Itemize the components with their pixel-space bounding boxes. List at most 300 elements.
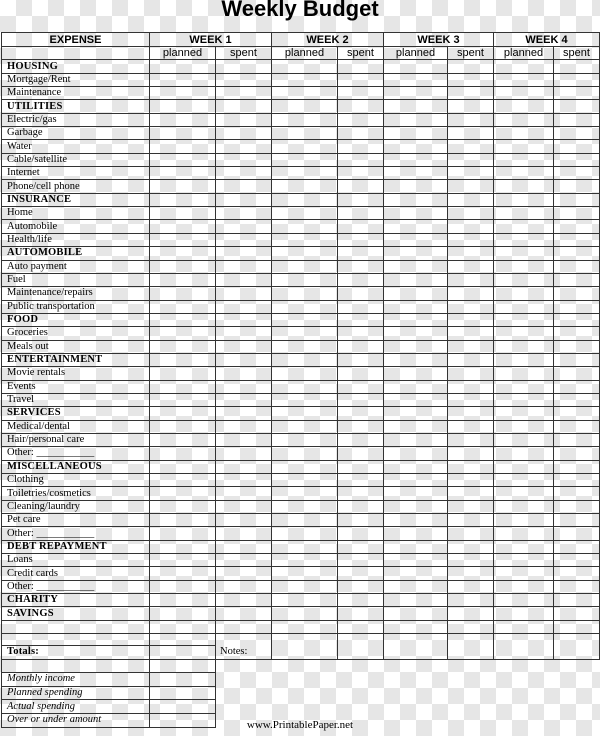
planned-cell[interactable] [494,340,554,353]
spent-cell[interactable] [216,580,272,593]
spent-cell[interactable] [338,367,384,380]
spent-cell[interactable] [448,153,494,166]
planned-cell[interactable] [272,100,338,113]
spent-cell[interactable] [554,247,600,260]
spent-cell[interactable] [554,260,600,273]
planned-cell[interactable] [384,527,448,540]
planned-cell[interactable] [272,594,338,607]
planned-cell[interactable] [384,433,448,446]
planned-cell[interactable] [384,113,448,126]
planned-cell[interactable] [494,607,554,620]
planned-cell[interactable] [272,60,338,73]
spent-cell[interactable] [338,180,384,193]
planned-cell[interactable] [494,527,554,540]
spent-cell[interactable] [216,447,272,460]
spent-cell[interactable] [216,180,272,193]
spent-cell[interactable] [338,327,384,340]
planned-cell[interactable] [384,220,448,233]
spent-cell[interactable] [338,260,384,273]
spent-cell[interactable] [448,554,494,567]
planned-cell[interactable] [272,193,338,206]
planned-cell[interactable] [272,73,338,86]
planned-cell[interactable] [494,580,554,593]
planned-cell[interactable] [272,233,338,246]
planned-cell[interactable] [384,540,448,553]
spent-cell[interactable] [448,220,494,233]
spent-cell[interactable] [554,60,600,73]
spent-cell[interactable] [216,420,272,433]
spent-cell[interactable] [554,594,600,607]
spent-cell[interactable] [554,100,600,113]
planned-cell[interactable] [494,140,554,153]
planned-cell[interactable] [150,474,216,487]
spent-cell[interactable] [448,113,494,126]
planned-cell[interactable] [150,420,216,433]
planned-cell[interactable] [494,447,554,460]
spent-cell[interactable] [216,73,272,86]
planned-cell[interactable] [150,380,216,393]
spent-cell[interactable] [216,474,272,487]
summary-value-cell[interactable] [150,700,216,714]
spent-cell[interactable] [338,487,384,500]
planned-cell[interactable] [150,287,216,300]
spent-cell[interactable] [448,73,494,86]
planned-cell[interactable] [384,327,448,340]
spent-cell[interactable] [338,300,384,313]
planned-cell[interactable] [384,607,448,620]
planned-cell[interactable] [494,420,554,433]
spent-cell[interactable] [448,60,494,73]
spacer-cell[interactable] [384,620,448,633]
planned-cell[interactable] [384,500,448,513]
spent-cell[interactable] [554,113,600,126]
spent-cell[interactable] [216,167,272,180]
spent-cell[interactable] [554,487,600,500]
spacer-cell[interactable] [554,620,600,633]
spent-cell[interactable] [448,300,494,313]
spent-cell[interactable] [216,233,272,246]
planned-cell[interactable] [272,433,338,446]
spent-cell[interactable] [448,380,494,393]
planned-cell[interactable] [150,500,216,513]
spent-cell[interactable] [338,500,384,513]
planned-cell[interactable] [272,220,338,233]
planned-cell[interactable] [150,313,216,326]
spent-cell[interactable] [554,433,600,446]
planned-cell[interactable] [494,207,554,220]
spent-cell[interactable] [338,313,384,326]
spent-cell[interactable] [216,407,272,420]
spent-cell[interactable] [554,460,600,473]
planned-cell[interactable] [384,233,448,246]
spent-cell[interactable] [338,193,384,206]
spent-cell[interactable] [448,313,494,326]
planned-cell[interactable] [384,87,448,100]
planned-cell[interactable] [494,514,554,527]
spacer-cell[interactable] [216,620,272,633]
spent-cell[interactable] [448,594,494,607]
planned-cell[interactable] [150,220,216,233]
spent-cell[interactable] [338,580,384,593]
planned-cell[interactable] [494,100,554,113]
planned-cell[interactable] [272,140,338,153]
spent-cell[interactable] [216,554,272,567]
planned-cell[interactable] [494,60,554,73]
planned-cell[interactable] [272,380,338,393]
spent-cell[interactable] [338,340,384,353]
planned-cell[interactable] [384,460,448,473]
planned-cell[interactable] [384,287,448,300]
notes-area[interactable] [216,646,600,728]
planned-cell[interactable] [384,353,448,366]
planned-cell[interactable] [272,287,338,300]
planned-cell[interactable] [150,353,216,366]
planned-cell[interactable] [494,287,554,300]
spacer-cell[interactable] [338,620,384,633]
spent-cell[interactable] [448,127,494,140]
planned-cell[interactable] [384,474,448,487]
spent-cell[interactable] [448,433,494,446]
spent-cell[interactable] [338,233,384,246]
spent-cell[interactable] [216,327,272,340]
spent-cell[interactable] [448,420,494,433]
spent-cell[interactable] [216,247,272,260]
planned-cell[interactable] [272,327,338,340]
spent-cell[interactable] [448,487,494,500]
summary-value-cell[interactable] [150,673,216,687]
planned-cell[interactable] [384,313,448,326]
planned-cell[interactable] [494,393,554,406]
spent-cell[interactable] [338,87,384,100]
planned-cell[interactable] [272,247,338,260]
planned-cell[interactable] [272,207,338,220]
spent-cell[interactable] [216,433,272,446]
planned-cell[interactable] [384,407,448,420]
spent-cell[interactable] [216,460,272,473]
planned-cell[interactable] [150,193,216,206]
spent-cell[interactable] [448,87,494,100]
planned-cell[interactable] [384,380,448,393]
spent-cell[interactable] [216,313,272,326]
spent-cell[interactable] [338,140,384,153]
planned-cell[interactable] [384,100,448,113]
spent-cell[interactable] [448,580,494,593]
planned-cell[interactable] [272,313,338,326]
summary-value-cell[interactable] [150,686,216,700]
spent-cell[interactable] [338,380,384,393]
spent-cell[interactable] [338,207,384,220]
planned-cell[interactable] [150,607,216,620]
spacer-cell[interactable] [448,620,494,633]
spent-cell[interactable] [338,247,384,260]
spent-cell[interactable] [554,207,600,220]
planned-cell[interactable] [150,407,216,420]
planned-cell[interactable] [384,127,448,140]
planned-cell[interactable] [272,87,338,100]
planned-cell[interactable] [272,527,338,540]
spent-cell[interactable] [448,460,494,473]
spent-cell[interactable] [448,140,494,153]
planned-cell[interactable] [272,127,338,140]
spent-cell[interactable] [554,607,600,620]
spent-cell[interactable] [554,313,600,326]
spent-cell[interactable] [338,460,384,473]
spent-cell[interactable] [448,260,494,273]
spent-cell[interactable] [338,540,384,553]
summary-value-cell[interactable] [150,646,216,660]
planned-cell[interactable] [272,367,338,380]
spent-cell[interactable] [338,60,384,73]
spent-cell[interactable] [554,447,600,460]
planned-cell[interactable] [150,567,216,580]
planned-cell[interactable] [272,460,338,473]
spent-cell[interactable] [554,527,600,540]
planned-cell[interactable] [384,594,448,607]
spent-cell[interactable] [338,167,384,180]
spent-cell[interactable] [338,73,384,86]
planned-cell[interactable] [494,127,554,140]
planned-cell[interactable] [272,420,338,433]
planned-cell[interactable] [272,273,338,286]
spent-cell[interactable] [554,580,600,593]
spent-cell[interactable] [216,367,272,380]
planned-cell[interactable] [384,73,448,86]
spent-cell[interactable] [216,300,272,313]
spent-cell[interactable] [338,220,384,233]
planned-cell[interactable] [150,527,216,540]
spent-cell[interactable] [448,407,494,420]
planned-cell[interactable] [150,100,216,113]
spent-cell[interactable] [448,353,494,366]
spent-cell[interactable] [216,100,272,113]
spent-cell[interactable] [216,594,272,607]
spent-cell[interactable] [216,287,272,300]
spent-cell[interactable] [216,527,272,540]
planned-cell[interactable] [494,500,554,513]
planned-cell[interactable] [272,474,338,487]
spent-cell[interactable] [554,393,600,406]
spent-cell[interactable] [554,474,600,487]
spent-cell[interactable] [216,87,272,100]
spent-cell[interactable] [554,407,600,420]
planned-cell[interactable] [272,554,338,567]
planned-cell[interactable] [494,273,554,286]
planned-cell[interactable] [150,393,216,406]
spent-cell[interactable] [554,300,600,313]
planned-cell[interactable] [494,380,554,393]
spent-cell[interactable] [216,380,272,393]
planned-cell[interactable] [494,407,554,420]
spent-cell[interactable] [216,500,272,513]
planned-cell[interactable] [150,153,216,166]
spent-cell[interactable] [554,153,600,166]
planned-cell[interactable] [494,540,554,553]
spent-cell[interactable] [338,113,384,126]
spent-cell[interactable] [216,153,272,166]
planned-cell[interactable] [384,447,448,460]
planned-cell[interactable] [150,60,216,73]
planned-cell[interactable] [384,367,448,380]
spent-cell[interactable] [338,514,384,527]
planned-cell[interactable] [494,353,554,366]
spent-cell[interactable] [216,207,272,220]
spent-cell[interactable] [554,540,600,553]
planned-cell[interactable] [384,140,448,153]
spent-cell[interactable] [338,527,384,540]
spent-cell[interactable] [448,233,494,246]
planned-cell[interactable] [494,433,554,446]
planned-cell[interactable] [494,594,554,607]
planned-cell[interactable] [272,447,338,460]
spent-cell[interactable] [448,193,494,206]
spent-cell[interactable] [554,273,600,286]
spent-cell[interactable] [338,153,384,166]
planned-cell[interactable] [384,180,448,193]
spent-cell[interactable] [338,594,384,607]
planned-cell[interactable] [272,167,338,180]
planned-cell[interactable] [384,300,448,313]
planned-cell[interactable] [150,594,216,607]
spent-cell[interactable] [554,340,600,353]
spent-cell[interactable] [448,527,494,540]
planned-cell[interactable] [384,487,448,500]
spent-cell[interactable] [448,500,494,513]
spent-cell[interactable] [448,167,494,180]
spent-cell[interactable] [216,487,272,500]
spacer-cell[interactable] [272,620,338,633]
planned-cell[interactable] [150,340,216,353]
planned-cell[interactable] [384,167,448,180]
spent-cell[interactable] [338,420,384,433]
planned-cell[interactable] [272,500,338,513]
planned-cell[interactable] [150,554,216,567]
planned-cell[interactable] [384,207,448,220]
spent-cell[interactable] [554,87,600,100]
planned-cell[interactable] [494,327,554,340]
spent-cell[interactable] [216,260,272,273]
planned-cell[interactable] [494,260,554,273]
planned-cell[interactable] [272,353,338,366]
spent-cell[interactable] [216,273,272,286]
planned-cell[interactable] [384,193,448,206]
planned-cell[interactable] [384,567,448,580]
spent-cell[interactable] [554,554,600,567]
planned-cell[interactable] [150,73,216,86]
planned-cell[interactable] [384,580,448,593]
planned-cell[interactable] [494,73,554,86]
spent-cell[interactable] [338,100,384,113]
spent-cell[interactable] [338,127,384,140]
spent-cell[interactable] [448,327,494,340]
spent-cell[interactable] [448,340,494,353]
spent-cell[interactable] [338,447,384,460]
planned-cell[interactable] [494,460,554,473]
spent-cell[interactable] [216,340,272,353]
planned-cell[interactable] [272,113,338,126]
spent-cell[interactable] [448,607,494,620]
planned-cell[interactable] [384,420,448,433]
spent-cell[interactable] [554,567,600,580]
spent-cell[interactable] [448,567,494,580]
planned-cell[interactable] [272,407,338,420]
planned-cell[interactable] [272,153,338,166]
planned-cell[interactable] [384,340,448,353]
planned-cell[interactable] [272,567,338,580]
spent-cell[interactable] [554,233,600,246]
spent-cell[interactable] [338,287,384,300]
planned-cell[interactable] [150,580,216,593]
spent-cell[interactable] [338,393,384,406]
planned-cell[interactable] [384,554,448,567]
spent-cell[interactable] [448,273,494,286]
planned-cell[interactable] [384,393,448,406]
spent-cell[interactable] [216,353,272,366]
planned-cell[interactable] [150,327,216,340]
spent-cell[interactable] [338,474,384,487]
planned-cell[interactable] [494,193,554,206]
spent-cell[interactable] [216,193,272,206]
planned-cell[interactable] [150,127,216,140]
spent-cell[interactable] [554,353,600,366]
planned-cell[interactable] [384,514,448,527]
spent-cell[interactable] [448,180,494,193]
planned-cell[interactable] [494,233,554,246]
planned-cell[interactable] [494,180,554,193]
spent-cell[interactable] [338,353,384,366]
planned-cell[interactable] [494,300,554,313]
planned-cell[interactable] [494,554,554,567]
spent-cell[interactable] [338,273,384,286]
planned-cell[interactable] [272,580,338,593]
spent-cell[interactable] [448,100,494,113]
planned-cell[interactable] [494,487,554,500]
planned-cell[interactable] [150,514,216,527]
planned-cell[interactable] [494,153,554,166]
spent-cell[interactable] [554,180,600,193]
planned-cell[interactable] [150,233,216,246]
planned-cell[interactable] [272,260,338,273]
planned-cell[interactable] [150,247,216,260]
planned-cell[interactable] [150,87,216,100]
planned-cell[interactable] [272,340,338,353]
planned-cell[interactable] [150,180,216,193]
spent-cell[interactable] [554,73,600,86]
planned-cell[interactable] [272,393,338,406]
planned-cell[interactable] [272,487,338,500]
spent-cell[interactable] [216,220,272,233]
planned-cell[interactable] [494,313,554,326]
spent-cell[interactable] [448,514,494,527]
spent-cell[interactable] [448,207,494,220]
spent-cell[interactable] [554,127,600,140]
planned-cell[interactable] [272,607,338,620]
spent-cell[interactable] [554,287,600,300]
spent-cell[interactable] [216,113,272,126]
spent-cell[interactable] [554,514,600,527]
spacer-cell[interactable] [494,620,554,633]
spent-cell[interactable] [216,567,272,580]
planned-cell[interactable] [150,540,216,553]
spent-cell[interactable] [554,193,600,206]
spent-cell[interactable] [216,140,272,153]
spent-cell[interactable] [448,367,494,380]
planned-cell[interactable] [384,60,448,73]
spent-cell[interactable] [554,220,600,233]
spent-cell[interactable] [554,327,600,340]
planned-cell[interactable] [150,260,216,273]
spent-cell[interactable] [338,554,384,567]
planned-cell[interactable] [272,540,338,553]
